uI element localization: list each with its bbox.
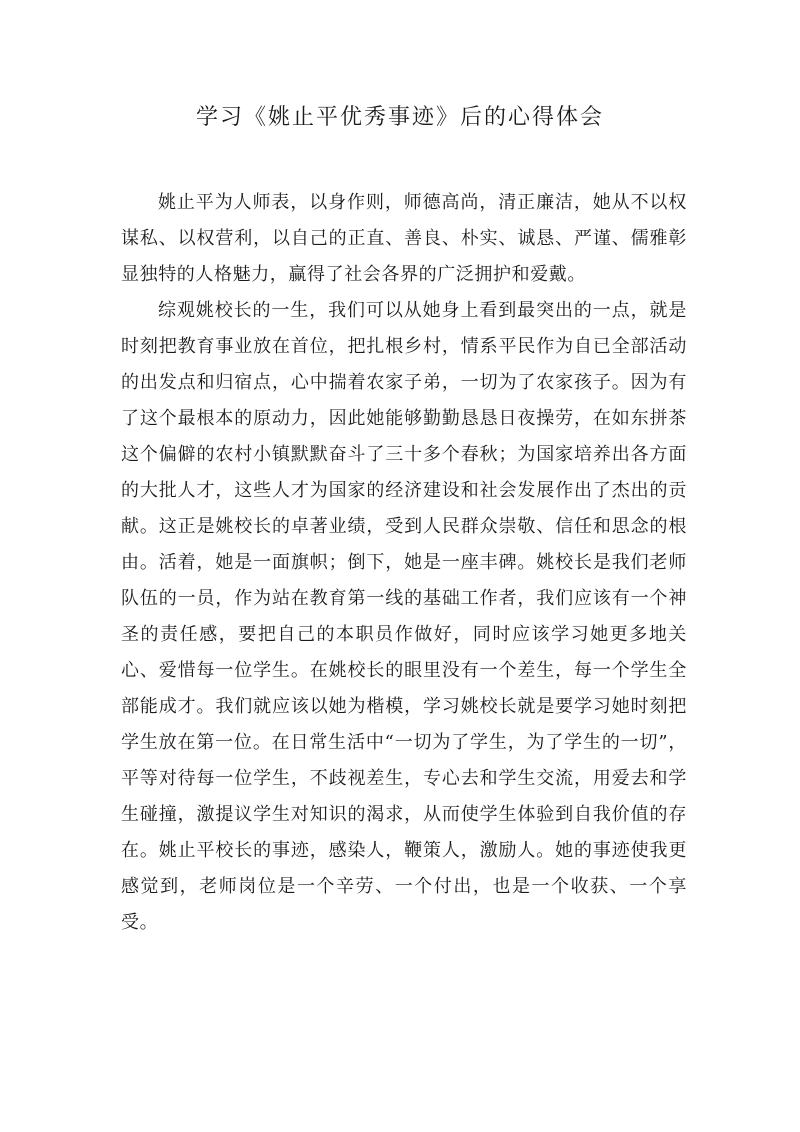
document-body: [121, 185, 687, 941]
paragraph-1: 姚止平为人师表，以身作则，师德高尚，清正廉洁，她从不以权谋私、以权营利，以自己的正直、善良、朴实、诚恳、严谨、儒雅彰显独特的人格魅力，赢得了社会各界的广泛拥护和爱戴。: [121, 192, 687, 285]
paragraph-2: 综观姚校长的一生，我们可以从她身上看到最突出的一点，就是时刻把教育事业放在首位，把扎根乡村，情系平民作为自已全部活动的出发点和归宿点，心中揣着农家子弟，一切为了农家孩子。因为有了这个最根本的原动力，因此她能够勤勤恳恳日夜操劳，在如东拼茶这个偏僻的农村小镇默默奋斗了三十多个春秋；为国家培养出各方面的大批人才，这些人才为国家的经济建设和社会发展作出了杰出的贡献。这正是姚校长的卓著业绩，受到人民群众崇敬、信任和思念的根由。活着，她是一面旗帜；倒下，她是一座丰碑。姚校长是我们老师队伍的一员，作为站在教育第一线的基础工作者，我们应该有一个神圣的责任感，要把自己的本职员作做好，同时应该学习她更多地关心、爱惜每一位学生。在姚校长的眼里没有一个差生，每一个学生全部能成才。我们就应该以她为楷模，学习姚校长就是要学习她时刻把学生放在第一位。在日常生活中“一切为了学生，为了学生的一切”，平等对待每一位学生，不歧视差生，专心去和学生交流，用爱去和学生碰撞，激提议学生对知识的渴求，从而使学生体验到自我价值的存在。姚止平校长的事迹，感染人，鞭策人，激励人。她的事迹使我更感觉到，老师岗位是一个辛劳、一个付出，也是一个收获、一个享受。: [121, 300, 687, 933]
document-title: 学习《姚止平优秀事迹》后的心得体会: [195, 105, 604, 130]
